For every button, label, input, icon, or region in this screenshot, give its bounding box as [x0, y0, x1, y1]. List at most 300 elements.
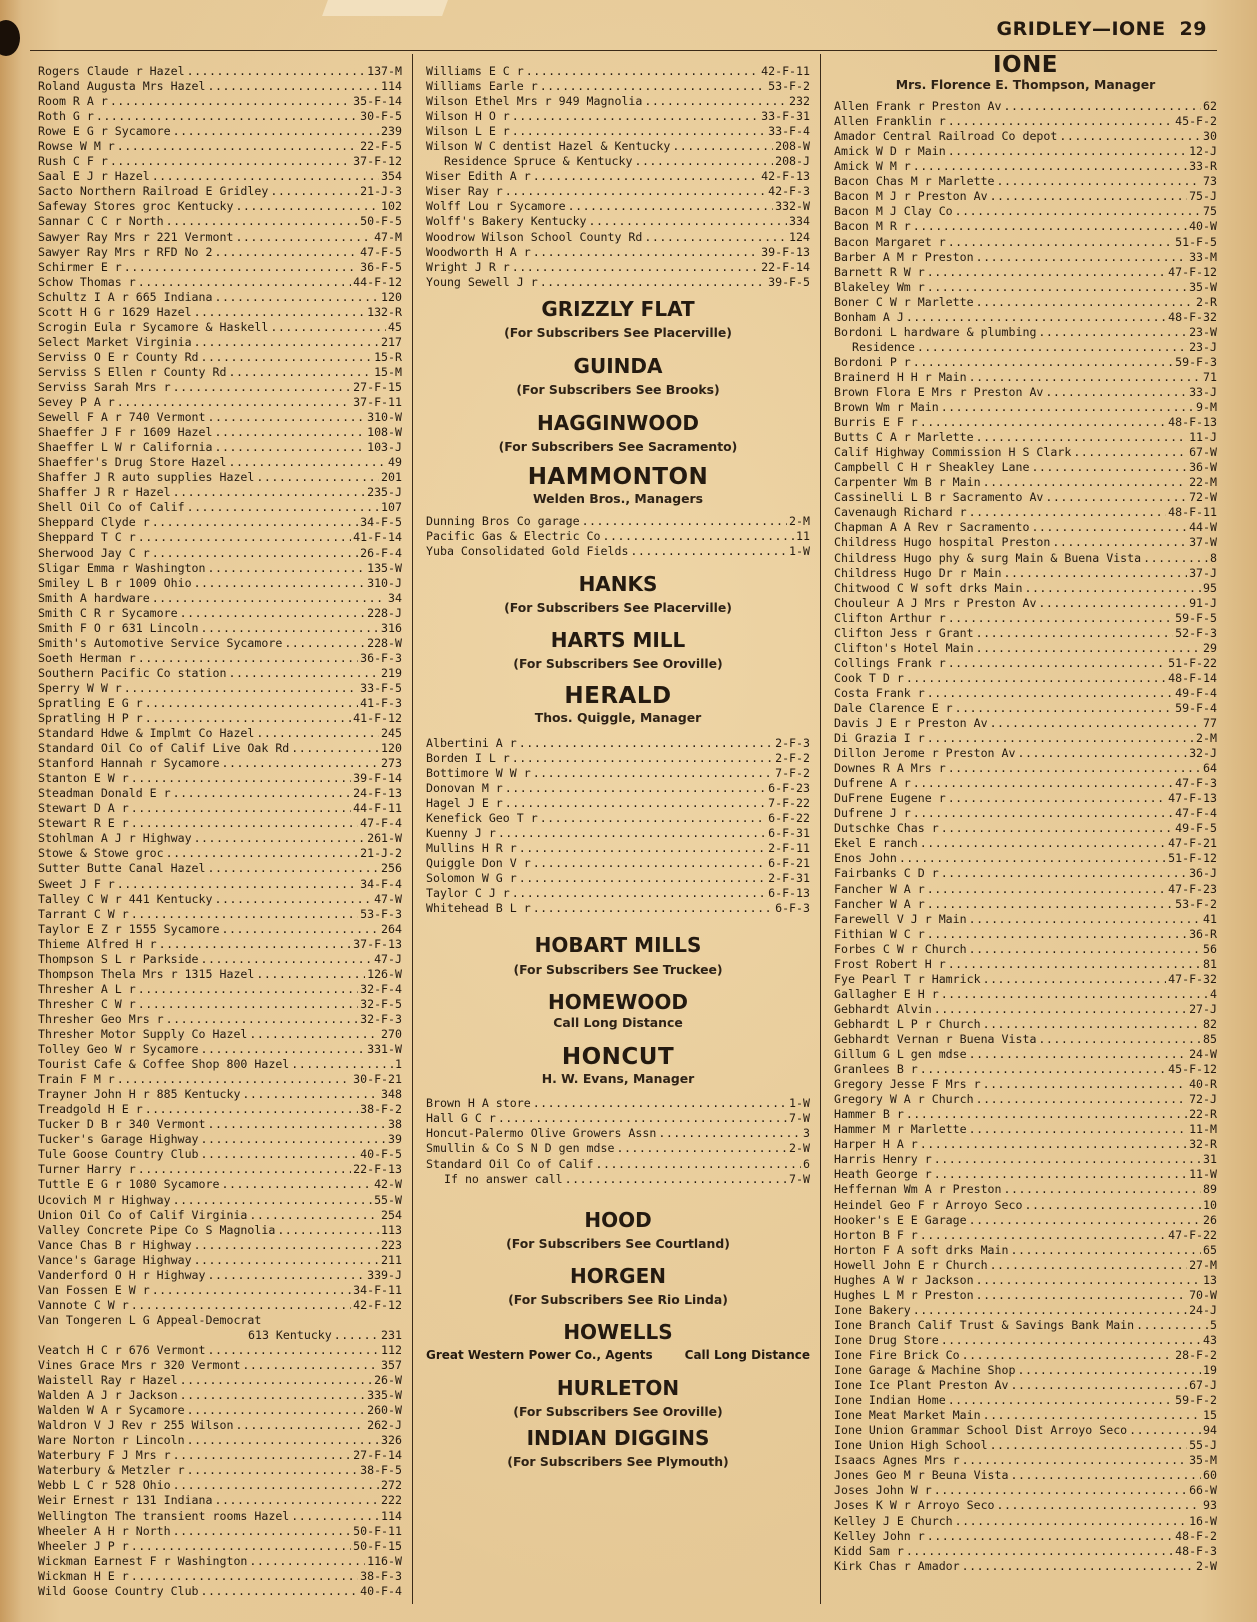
phone-number: 326 [381, 1433, 402, 1448]
listing-name: Stanton E W r [38, 771, 129, 786]
listing-entry [834, 430, 1217, 445]
torn-paper-fragment [322, 0, 448, 16]
leader-dots [976, 1273, 1201, 1288]
leader-dots [208, 1268, 366, 1283]
listing-name: Chouleur A J Mrs r Preston Av [834, 595, 1037, 610]
phone-number: 47-J [374, 951, 402, 966]
listing-entry [426, 94, 810, 109]
listing-column-1 [38, 64, 402, 1599]
phone-number: 2-M [1196, 731, 1217, 746]
phone-number: 33-M [1189, 249, 1217, 264]
listing-name: Cavenaugh Richard r [834, 505, 967, 520]
listing-entry [38, 606, 402, 621]
listing-entry [834, 596, 1217, 611]
listing-name: Smith F O r 631 Lincoln [38, 620, 199, 635]
listing-entry [834, 415, 1217, 430]
listing-name: Treadgold H E r [38, 1102, 143, 1117]
phone-number: 6-F-31 [768, 825, 810, 840]
listing-name: Stanford Hannah r Sycamore [38, 756, 220, 771]
phone-number: 33-F-31 [761, 109, 810, 124]
phone-number: 38 [388, 1117, 402, 1132]
listing-name: Wiser Edith A r [426, 169, 531, 184]
phone-number: 2-R [1196, 294, 1217, 309]
listing-entry [834, 114, 1217, 129]
listing-name: Wolff's Bakery Kentucky [426, 214, 587, 229]
leader-dots [540, 275, 766, 290]
listing-entry [38, 1448, 402, 1463]
leader-dots [1017, 746, 1187, 761]
leader-dots [208, 1343, 380, 1358]
listing-name: Talley C W r 441 Kentucky [38, 891, 213, 906]
phone-number: 256 [381, 861, 402, 876]
listing-entry [38, 1509, 402, 1524]
listing-entry [834, 972, 1217, 987]
phone-number: 64 [1203, 761, 1217, 776]
phone-number: 24-J [1189, 1302, 1217, 1317]
phone-number: 49 [388, 455, 402, 470]
leader-dots [983, 1017, 1201, 1032]
listing-name: Waldron V J Rev r 255 Wilson [38, 1418, 234, 1433]
leader-dots [941, 987, 1208, 1002]
leader-dots [976, 430, 1187, 445]
leader-dots [519, 871, 766, 886]
listing-name: Allen Frank r Preston Av [834, 99, 1002, 114]
listing-name: Schirmer E r [38, 259, 122, 274]
listing-name: Barnett R W r [834, 264, 925, 279]
phone-number: 72-J [1189, 1092, 1217, 1107]
listing-name: Brown Flora E Mrs r Preston Av [834, 384, 1044, 399]
leader-dots [235, 199, 379, 214]
listing-entry [38, 500, 402, 515]
binder-hole [0, 20, 20, 56]
phone-number: 44-W [1189, 520, 1217, 535]
listing-entry [38, 681, 402, 696]
leader-dots [117, 395, 351, 410]
ione-listings [834, 99, 1217, 1574]
phone-number: 36-F-3 [360, 650, 402, 665]
listing-entry [38, 711, 402, 726]
listing-name: Spratling E G r [38, 695, 143, 710]
phone-number: 52-F-3 [1175, 625, 1217, 640]
leader-dots [990, 1438, 1188, 1453]
listing-name: Collings Frank r [834, 655, 946, 670]
listing-entry [426, 199, 810, 214]
header-rule [30, 50, 1217, 51]
listing-entry [38, 1388, 402, 1403]
listing-name: Wild Goose Country Club [38, 1583, 199, 1598]
listing-name: Walden A J r Jackson [38, 1388, 178, 1403]
listing-name: Wilson W C dentist Hazel & Kentucky [426, 139, 671, 154]
leader-dots [138, 997, 358, 1012]
leader-dots [596, 1157, 801, 1172]
leader-dots [969, 942, 1201, 957]
listing-entry [834, 1107, 1217, 1122]
listing-entry [38, 335, 402, 350]
phone-number: 126-W [367, 966, 402, 981]
listing-entry [834, 1544, 1217, 1559]
phone-number: 272 [381, 1478, 402, 1493]
phone-number: 6-F-21 [768, 855, 810, 870]
phone-number: 137-M [367, 64, 402, 78]
listing-entry [834, 1228, 1217, 1243]
listing-entry [834, 1408, 1217, 1423]
listing-entry [38, 952, 402, 967]
listing-entry [834, 701, 1217, 716]
listing-entry [38, 801, 402, 816]
town-note-hood: (For Subscribers See Courtland) [506, 1235, 730, 1251]
listing-name: Brainerd H H r Main [834, 369, 967, 384]
phone-number: 75 [1203, 204, 1217, 219]
leader-dots [498, 826, 766, 841]
phone-number: 208-W [775, 139, 810, 154]
listing-entry [38, 1012, 402, 1027]
listing-entry [834, 490, 1217, 505]
leader-dots [568, 199, 773, 214]
listing-name: Kuenny J r [426, 825, 496, 840]
listing-name: Shell Oil Co of Calif [38, 500, 185, 515]
listing-entry [38, 245, 402, 260]
listing-entry [834, 1483, 1217, 1498]
leader-dots [249, 1027, 379, 1042]
leader-dots [131, 1569, 358, 1584]
leader-dots [152, 515, 358, 530]
listing-name: Schultz I A r 665 Indiana [38, 289, 213, 304]
listing-entry [834, 1273, 1217, 1288]
listing-entry [834, 882, 1217, 897]
leader-dots [235, 1418, 365, 1433]
listing-entry [38, 380, 402, 395]
listing-entry [38, 124, 402, 139]
leader-dots [145, 711, 351, 726]
listing-name: Ione Branch Calif Trust & Savings Bank Main [834, 1317, 1135, 1332]
listing-name: Hall G C r [426, 1111, 496, 1126]
listing-name: Forbes C W r Church [834, 941, 967, 956]
column-divider-right [820, 54, 821, 1604]
leader-dots [948, 957, 1201, 972]
leader-dots [533, 901, 773, 916]
listing-name: Gebhardt Alvin [834, 1001, 932, 1016]
listing-entry [38, 184, 402, 199]
phone-number: 32-R [1189, 1137, 1217, 1152]
town-heading-hammonton: HAMMONTON [527, 463, 709, 490]
phone-number: 37-W [1189, 535, 1217, 550]
leader-dots [941, 866, 1187, 881]
leader-dots [505, 781, 766, 796]
phone-number: 39-F-5 [768, 274, 810, 289]
phone-number: 22-M [1189, 475, 1217, 490]
phone-number: 49-F-4 [1175, 685, 1217, 700]
listing-entry [38, 816, 402, 831]
leader-dots [166, 214, 358, 229]
leader-dots [138, 651, 358, 666]
listing-name: Gregory W A r Church [834, 1092, 974, 1107]
leader-dots [1024, 581, 1201, 596]
phone-number: 357 [381, 1358, 402, 1373]
listing-entry [834, 174, 1217, 189]
listing-entry [38, 636, 402, 651]
leader-dots [920, 836, 1166, 851]
listing-entry [834, 1453, 1217, 1468]
leader-dots [505, 796, 766, 811]
phone-number: 50-F-11 [353, 1523, 402, 1538]
listing-entry [834, 1062, 1217, 1077]
leader-dots [948, 1393, 1173, 1408]
listing-entry [834, 250, 1217, 265]
listing-entry [834, 1318, 1217, 1333]
leader-dots [110, 94, 351, 109]
listing-entry [834, 866, 1217, 881]
phone-number: 55-W [374, 1192, 402, 1207]
town-heading-homewood: HOMEWOOD [548, 990, 688, 1015]
listing-entry [834, 927, 1217, 942]
phone-number: 270 [381, 1027, 402, 1041]
town-heading-indian-diggins: INDIAN DIGGINS [526, 1426, 710, 1450]
leader-dots [533, 856, 766, 871]
leader-dots [540, 811, 766, 826]
phone-number: 65 [1203, 1242, 1217, 1257]
listing-entry [38, 260, 402, 275]
leader-dots [533, 1096, 787, 1111]
town-note-herald: Thos. Quiggle, Manager [534, 710, 702, 726]
leader-dots [969, 505, 1167, 520]
listing-name: Amador Central Railroad Co depot [834, 129, 1058, 144]
listing-entry [38, 1358, 402, 1373]
leader-dots [955, 1514, 1187, 1529]
listing-entry [38, 1403, 402, 1418]
listing-name: Gebhardt L P r Church [834, 1016, 981, 1031]
listing-entry [38, 576, 402, 591]
leader-dots [145, 1102, 358, 1117]
williams-to-young-listings [426, 64, 810, 290]
listing-name: Sacto Northern Railroad E Gridley [38, 184, 269, 199]
listing-name: Brown H A store [426, 1096, 531, 1111]
leader-dots [505, 184, 766, 199]
leader-dots [927, 897, 1173, 912]
listing-entry [38, 696, 402, 711]
listing-entry [38, 139, 402, 154]
leader-dots [644, 94, 787, 109]
listing-entry [38, 1539, 402, 1554]
listing-name: Williams Earle r [426, 79, 538, 94]
listing-entry [38, 305, 402, 320]
listing-entry [38, 1238, 402, 1253]
listing-name: Isaacs Agnes Mrs r [834, 1453, 960, 1468]
listing-entry [38, 1057, 402, 1072]
listing-name: Borden I L r [426, 750, 510, 765]
phone-number: 7-W [789, 1111, 810, 1126]
leader-dots [948, 114, 1173, 129]
town-note-grizzly-flat: (For Subscribers See Placerville) [504, 324, 732, 340]
phone-number: 59-F-3 [1175, 354, 1217, 369]
phone-number: 36-J [1189, 866, 1217, 881]
listing-name: Boner C W r Marlette [834, 294, 974, 309]
listing-entry [834, 1258, 1217, 1273]
listing-name: Ione Drug Store [834, 1332, 939, 1347]
leader-dots [242, 1087, 379, 1102]
listing-name: Clifton Jess r Grant [834, 625, 974, 640]
listing-entry [38, 154, 402, 169]
listing-name: Wheeler A H r North [38, 1523, 171, 1538]
phone-number: 40-F-5 [360, 1147, 402, 1162]
leader-dots [976, 1288, 1187, 1303]
leader-dots [208, 410, 366, 425]
phone-number: 32-F-5 [360, 996, 402, 1011]
listing-name: Tarrant C W r [38, 906, 129, 921]
listing-name: Campbell C H r Sheakley Lane [834, 460, 1030, 475]
listing-name: Gillum G L gen mdse [834, 1047, 967, 1062]
leader-dots [145, 696, 358, 711]
listing-entry [834, 535, 1217, 550]
town-note-howells [426, 1348, 810, 1363]
listing-name: Residence Spruce & Kentucky [444, 154, 633, 169]
listing-name: Steadman Donald E r [38, 786, 171, 801]
leader-dots [334, 1328, 379, 1343]
listing-name: Cassinelli L B r Sacramento Av [834, 490, 1044, 505]
town-heading-ione: IONE [992, 52, 1059, 78]
leader-dots [913, 1303, 1187, 1318]
town-heading-hanks: HANKS [578, 572, 658, 597]
phone-number: 235-J [367, 485, 402, 500]
phone-number: 51-F-12 [1168, 851, 1217, 866]
phone-number: 47-F-32 [1168, 971, 1217, 986]
listing-entry [834, 1438, 1217, 1453]
listing-name: Tucker's Garage Highway [38, 1132, 199, 1147]
listing-name: Hughes L M r Preston [834, 1287, 974, 1302]
leader-dots [526, 64, 759, 79]
town-heading-honcut: HONCUT [561, 1044, 675, 1071]
listing-entry [426, 230, 810, 245]
listing-entry [38, 230, 402, 245]
listing-name: Honcut-Palermo Olive Growers Assn [426, 1126, 657, 1141]
listing-name: Joses John W r [834, 1483, 932, 1498]
phone-number: 33-J [1189, 384, 1217, 399]
phone-number: 38-F-5 [360, 1463, 402, 1478]
listing-name: Calif Highway Commission H S Clark [834, 445, 1072, 460]
leader-dots [187, 64, 366, 79]
listing-entry [38, 1298, 402, 1313]
listing-entry [38, 1554, 402, 1569]
listing-name: Childress Hugo Dr r Main [834, 565, 1002, 580]
listing-name: Ekel E ranch [834, 836, 918, 851]
listing-entry [38, 64, 402, 79]
listing-entry [834, 445, 1217, 460]
listing-name: Enos John [834, 851, 897, 866]
town-note-hurleton: (For Subscribers See Oroville) [513, 1403, 723, 1419]
listing-entry [38, 561, 402, 576]
listing-name: Ione Indian Home [834, 1393, 946, 1408]
listing-entry [834, 159, 1217, 174]
phone-number: 4 [1210, 986, 1217, 1001]
town-heading-hobart-mills: HOBART MILLS [534, 933, 702, 958]
phone-number: 120 [381, 741, 402, 756]
listing-name: Serviss O E r County Rd [38, 349, 199, 364]
leader-dots [173, 1193, 372, 1208]
phone-number: 30-F-5 [360, 109, 402, 124]
listing-name: Burris E F r [834, 415, 918, 430]
listing-entry [834, 1002, 1217, 1017]
listing-entry [834, 746, 1217, 761]
leader-dots [934, 1152, 1201, 1167]
listing-name: Van Tongeren L G Appeal-Democrat [38, 1312, 262, 1327]
listing-name: DuFrene Eugene r [834, 791, 946, 806]
listing-entry [834, 1559, 1217, 1574]
listing-name: Bordoni L hardware & plumbing [834, 324, 1037, 339]
leader-dots [934, 1002, 1187, 1017]
listing-name: Wright J R r [426, 259, 510, 274]
phone-number: 70-W [1189, 1287, 1217, 1302]
leader-dots [187, 500, 379, 515]
listing-name: Bottimore W W r [426, 765, 531, 780]
leader-dots [117, 1072, 351, 1087]
leader-dots [906, 671, 1166, 686]
leader-dots [948, 235, 1173, 250]
listing-name: Carpenter Wm B r Main [834, 475, 981, 490]
leader-dots [603, 529, 795, 544]
phone-number: 47-F-4 [360, 816, 402, 831]
phone-number: 21-J-2 [360, 846, 402, 861]
listing-entry [426, 1111, 810, 1126]
leader-dots [187, 1403, 366, 1418]
phone-number: 2-F-2 [775, 750, 810, 765]
phone-number: 41 [1203, 911, 1217, 926]
phone-number: 23-W [1189, 324, 1217, 339]
listing-entry [38, 967, 402, 982]
listing-entry [38, 1493, 402, 1508]
phone-number: 35-W [1189, 279, 1217, 294]
listing-entry [834, 1514, 1217, 1529]
listing-entry [426, 856, 810, 871]
listing-entry [834, 1333, 1217, 1348]
listing-column-2 [426, 64, 810, 1469]
phone-number: 72-W [1189, 490, 1217, 505]
listing-name: Sannar C C r North [38, 214, 164, 229]
leader-dots [152, 169, 379, 184]
listing-name: Joses K W r Arroyo Seco [834, 1498, 995, 1513]
leader-dots [194, 1253, 379, 1268]
town-note-harts-mill: (For Subscribers See Oroville) [513, 656, 723, 672]
leader-dots [187, 1463, 359, 1478]
listing-name: Granlees B r [834, 1062, 918, 1077]
leader-dots [512, 109, 759, 124]
listing-entry [38, 1253, 402, 1268]
listing-entry [834, 204, 1217, 219]
leader-dots [983, 475, 1187, 490]
listing-entry [38, 1072, 402, 1087]
phone-number: 11-W [1189, 1167, 1217, 1182]
phone-number: 42-F-3 [768, 184, 810, 199]
listing-name: Wickman Earnest F r Washington [38, 1553, 248, 1568]
phone-number: 67-W [1189, 445, 1217, 460]
listing-entry [426, 1126, 810, 1141]
listing-name: Downes R A Mrs r [834, 761, 946, 776]
listing-name: Clifton's Hotel Main [834, 640, 974, 655]
leader-dots [96, 109, 358, 124]
listing-entry [834, 129, 1217, 144]
listing-name: Veatch H C r 676 Vermont [38, 1342, 206, 1357]
listing-entry [834, 385, 1217, 400]
leader-dots [969, 370, 1201, 385]
listing-name: Vance Chas B r Highway [38, 1237, 192, 1252]
leader-dots [131, 907, 358, 922]
phone-number: 15 [1203, 1408, 1217, 1423]
phone-number: 201 [381, 470, 402, 485]
phone-number: 42-F-13 [761, 169, 810, 184]
listing-name: Roland Augusta Mrs Hazel [38, 79, 206, 94]
leader-dots [969, 912, 1201, 927]
listing-name: Barber A M r Preston [834, 249, 974, 264]
phone-number: 51-F-22 [1168, 655, 1217, 670]
phone-number: 29 [1203, 640, 1217, 655]
